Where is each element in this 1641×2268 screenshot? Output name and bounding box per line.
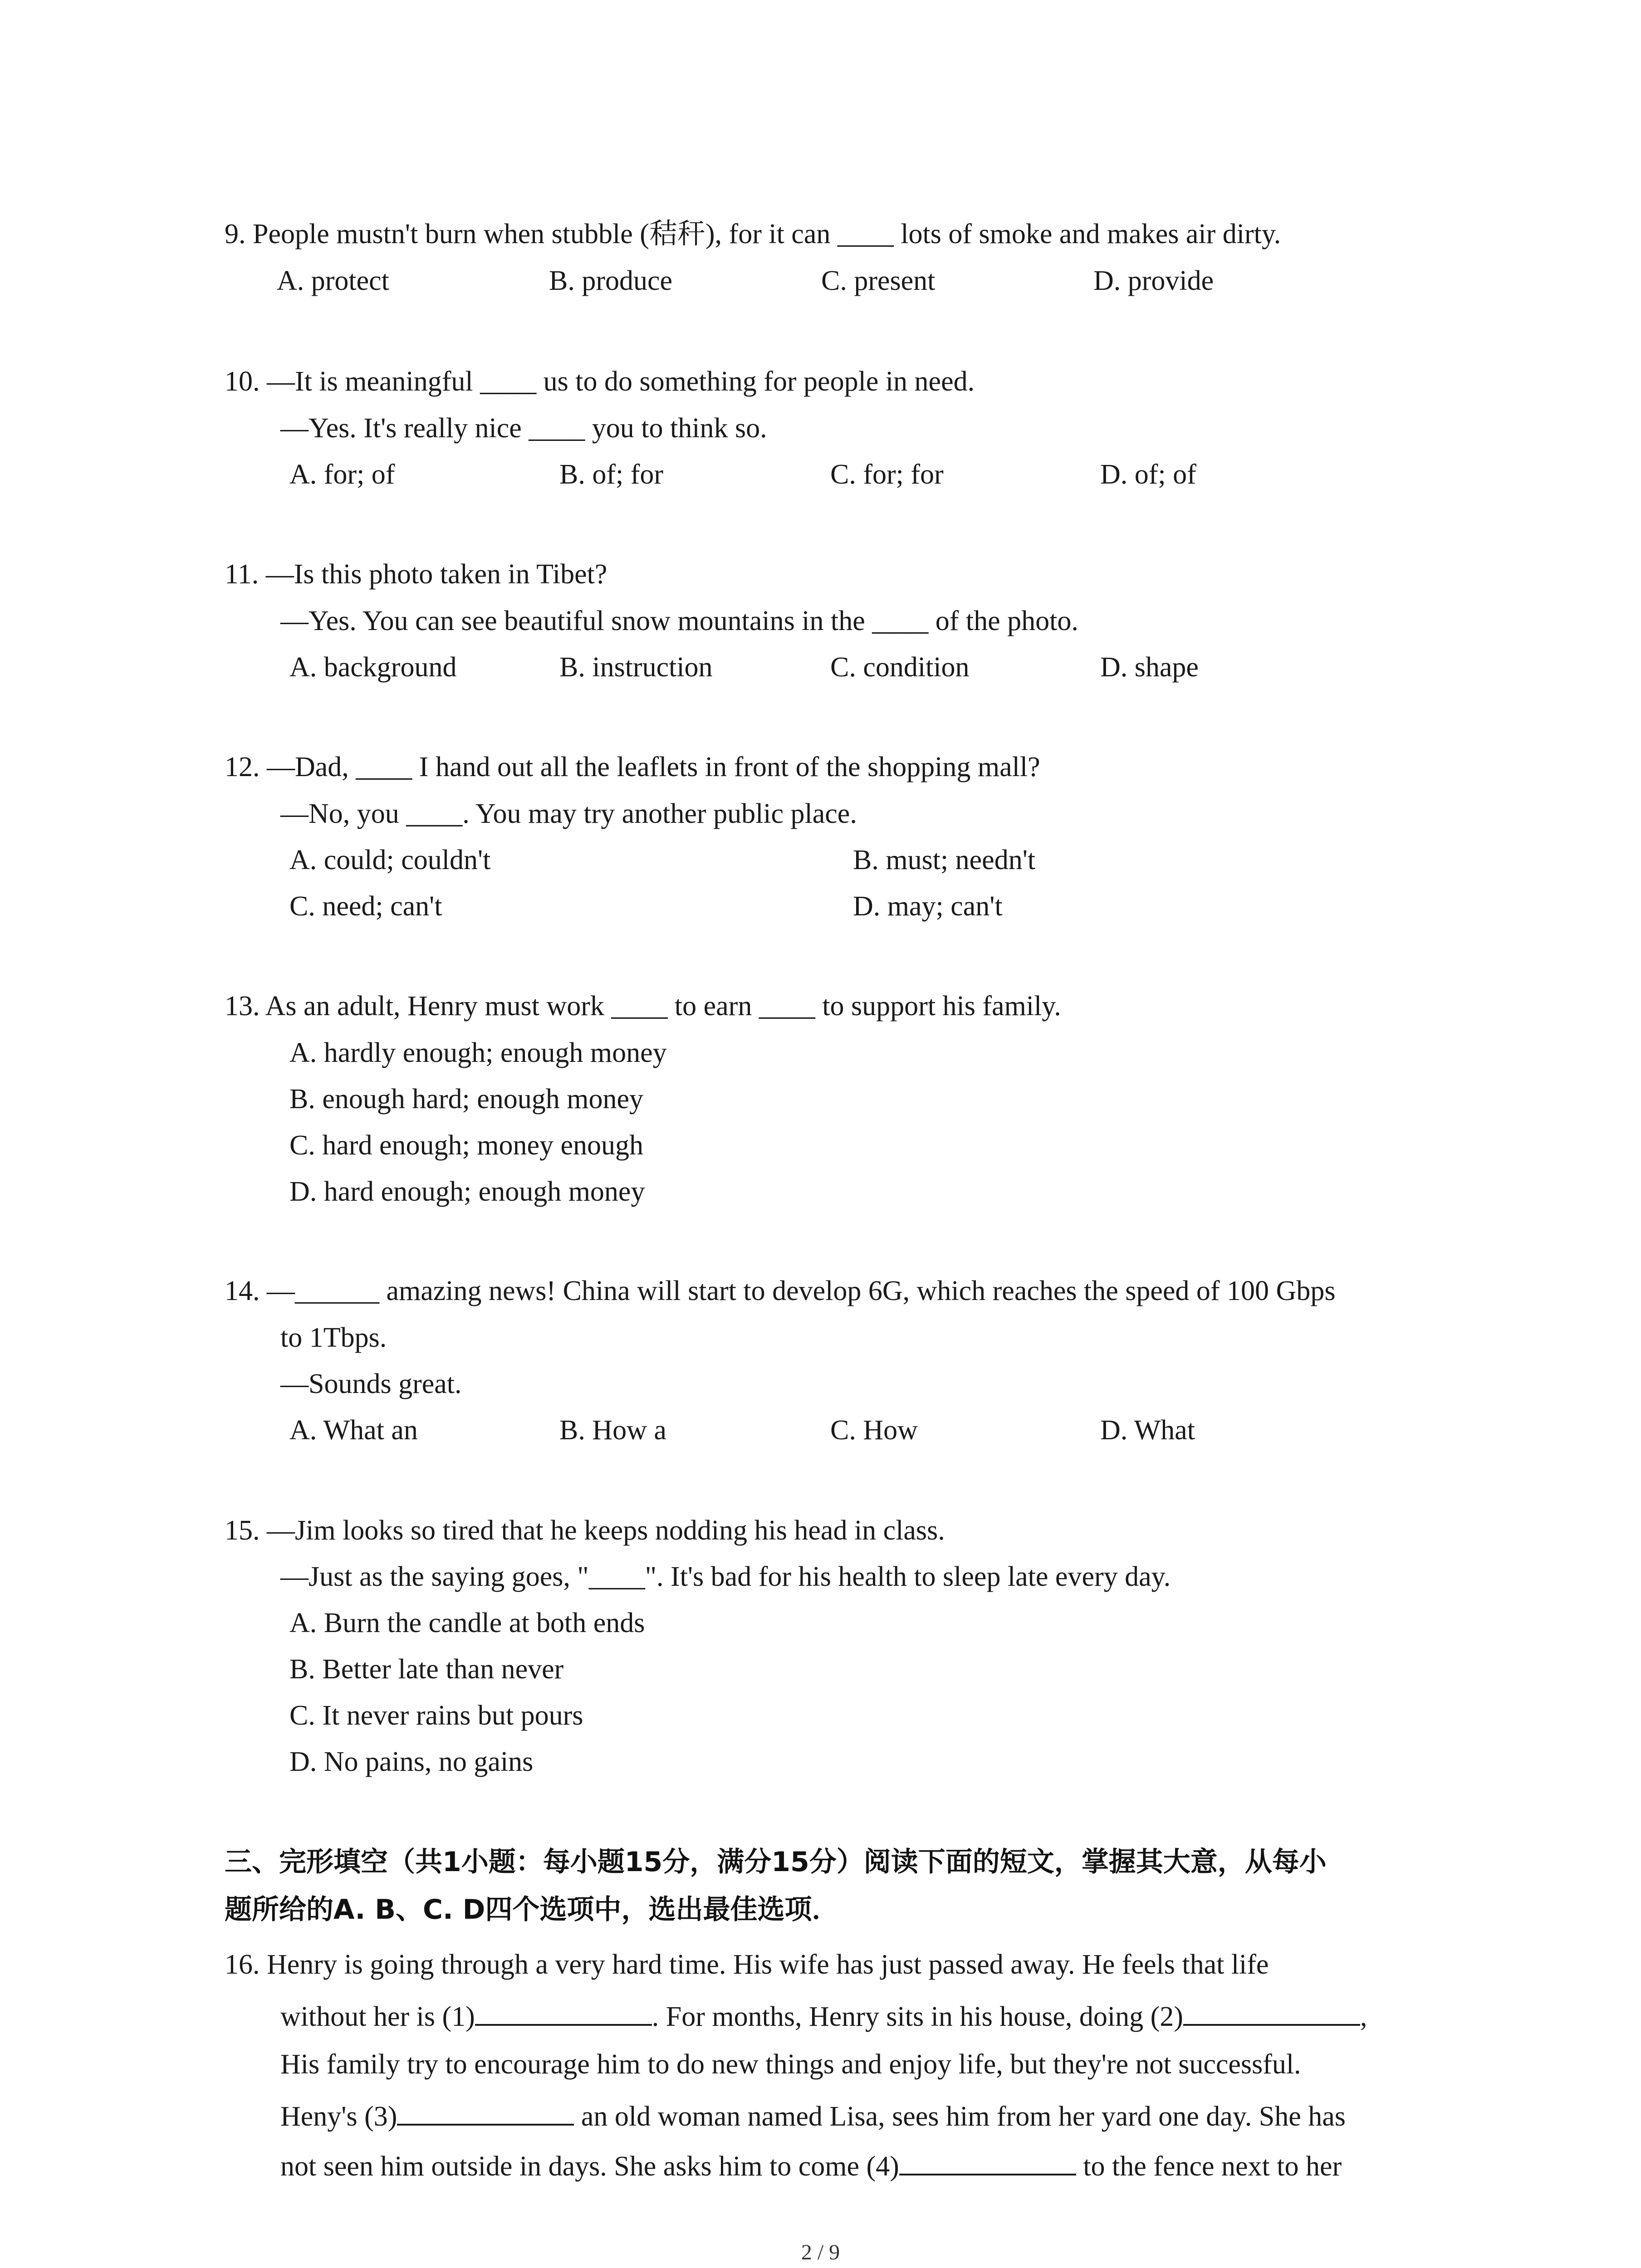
passage-line: 16. Henry is going through a very hard time. His wife has just passed away. He feels that life [225, 1949, 1269, 1980]
option-c: C. present [821, 265, 936, 296]
cloze-blank-2 [1183, 2000, 1360, 2026]
passage-text: without her is (1) [280, 2001, 475, 2032]
cloze-blank-4 [899, 2150, 1076, 2175]
section-heading: 三、完形填空（共1小题：每小题15分，满分15分）阅读下面的短文，掌握其大意，从每小 [225, 1846, 1327, 1878]
option-d: D. shape [1100, 652, 1199, 683]
question-text: 14. —______ amazing news! China will start to develop 6G, which reaches the speed of 100 Gbps [225, 1276, 1336, 1306]
passage-text: . For months, Henry sits in his house, doing (2) [652, 2001, 1183, 2032]
option-a: A. background [289, 652, 457, 683]
question-text: 11. —Is this photo taken in Tibet? [225, 559, 607, 590]
option-c: C. need; can't [289, 891, 442, 922]
option-c: C. condition [830, 652, 970, 683]
option-b: B. enough hard; enough money [289, 1084, 644, 1114]
option-c: C. How [830, 1415, 918, 1446]
passage-line [280, 2100, 1346, 2131]
passage-line [280, 2000, 1367, 2031]
option-a: A. What an [289, 1415, 418, 1446]
question-text: 15. —Jim looks so tired that he keeps nodding his head in class. [225, 1515, 945, 1546]
question-text: —Yes. You can see beautiful snow mountains in the ____ of the photo. [280, 606, 1078, 636]
option-b: B. of; for [559, 459, 664, 490]
question-text: 9. People mustn't burn when stubble (秸秆), for it can ____ lots of smoke and makes air dirty. [225, 219, 1281, 249]
option-d: D. No pains, no gains [289, 1746, 534, 1777]
question-text: 13. As an adult, Henry must work ____ to earn ____ to support his family. [225, 991, 1061, 1022]
question-text: 12. —Dad, ____ I hand out all the leaflets in front of the shopping mall? [225, 752, 1040, 782]
question-text: —Just as the saying goes, "____". It's bad for his health to sleep late every day. [280, 1561, 1171, 1592]
passage-line [280, 2150, 1342, 2180]
cloze-blank-3 [397, 2100, 574, 2126]
page-number: 2 / 9 [801, 2240, 840, 2264]
option-c: C. for; for [830, 459, 944, 490]
question-text: —Yes. It's really nice ____ you to think so. [280, 413, 767, 444]
option-c: C. hard enough; money enough [289, 1130, 644, 1161]
option-d: D. hard enough; enough money [289, 1176, 645, 1207]
passage-text: not seen him outside in days. She asks him to come (4) [280, 2151, 899, 2182]
question-text: 10. —It is meaningful ____ us to do something for people in need. [225, 366, 975, 397]
option-b: B. instruction [559, 652, 713, 683]
cloze-blank-1 [475, 2000, 652, 2026]
passage-text: to the fence next to her [1076, 2151, 1342, 2182]
option-b: B. produce [549, 265, 673, 296]
option-d: D. What [1100, 1415, 1195, 1446]
option-b: B. How a [559, 1415, 666, 1446]
option-b: B. must; needn't [853, 845, 1036, 875]
passage-line: His family try to encourage him to do new things and enjoy life, but they're not successful. [280, 2049, 1301, 2080]
option-b: B. Better late than never [289, 1654, 564, 1685]
option-a: A. for; of [289, 459, 395, 490]
passage-text: , [1360, 2001, 1367, 2032]
option-d: D. may; can't [853, 891, 1003, 922]
passage-text: Heny's (3) [280, 2101, 397, 2132]
question-text: to 1Tbps. [280, 1322, 387, 1353]
option-a: A. Burn the candle at both ends [289, 1608, 645, 1638]
question-text: —No, you ____. You may try another public place. [280, 798, 857, 829]
option-a: A. could; couldn't [289, 845, 491, 875]
option-c: C. It never rains but pours [289, 1700, 583, 1731]
option-a: A. protect [277, 265, 389, 296]
option-a: A. hardly enough; enough money [289, 1037, 667, 1068]
option-d: D. of; of [1100, 459, 1196, 490]
option-d: D. provide [1093, 265, 1214, 296]
passage-text: an old woman named Lisa, sees him from her yard one day. She has [574, 2101, 1346, 2132]
question-text: —Sounds great. [280, 1369, 462, 1399]
section-heading: 题所给的A. B、C. D四个选项中，选出最佳选项． [225, 1894, 839, 1926]
